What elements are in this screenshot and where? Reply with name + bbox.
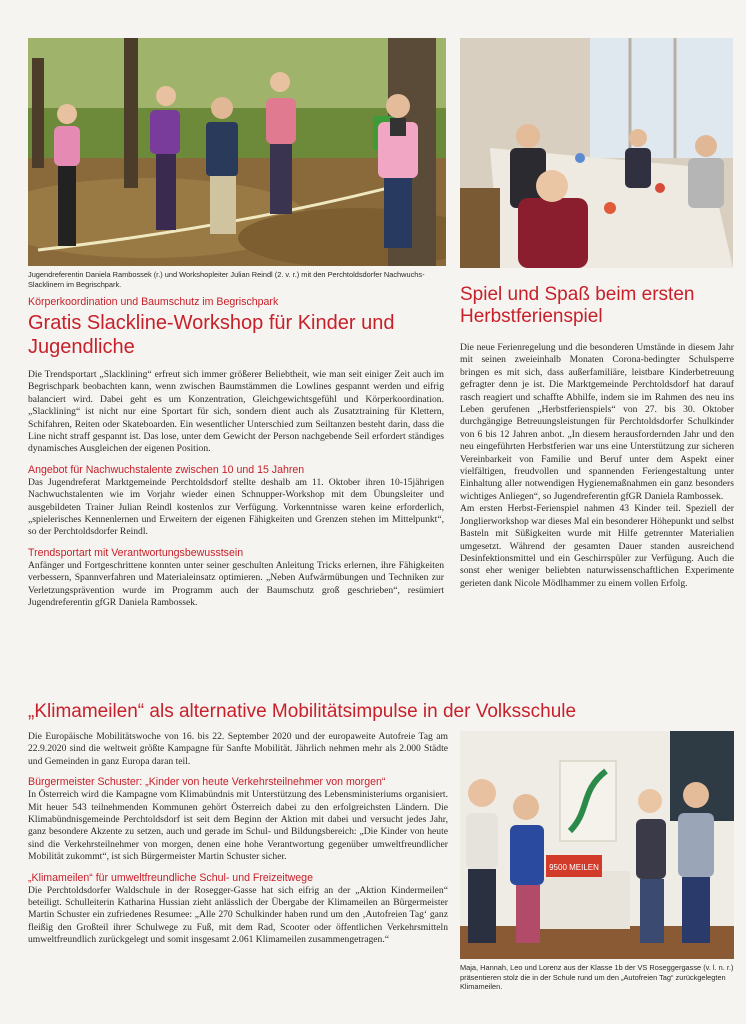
- klima-article: [28, 731, 448, 947]
- slackline-paragraph-1: Die Trendsportart „Slacklining“ erfreut sich immer größerer Beliebtheit, wie man seit einiger Zeit auch im Begrischpark beobachten kann, wenn zwischen Baumstämmen die Lowlines gespannt werden und eifrig balanciert wird. Dabei geht es um Konzentration, Gleichgewichtsgefühl und Körperkoordination. „Slacklining“ ist nicht nur eine Sportart für sich, sondern dient auch als Zusatztraining für Klettern, Schifahren, Reiten oder Skateboarden. Ein wesentlicher Unterschied zum Seiltanzen besteht darin, dass die Line nicht straff gespannt ist. Das lose, unter dem Gewicht der Person nachgebende Seil erfordert ständiges dynamisches Ausgleichen der eigenen Position.: [28, 369, 444, 455]
- klima-paragraph-2: In Österreich wird die Kampagne vom Klimabündnis mit Unterstützung des Lebensministeriums organisiert. Mit heuer 543 teilnehmenden Kommunen gehört Österreich dabei zu den erfolgreichsten Ländern. Die Klimabündnisgemeinde Perchtoldsdorf ist seit dem Beginn der Aktion mit dabei und versucht jedes Jahr, ganz besondere Akzente zu setzen, auch und gerade im Schul- und Bildungsbereich: „Die Kinder von heute sind die Verkehrsteilnehmer von morgen, denen eine hohe Verantwortung gegenüber umweltfreundlicher Mobilität zukommt“, ist sich Bürgermeister Martin Schuster sicher.: [28, 789, 448, 863]
- classroom-photo: [460, 38, 733, 268]
- herbst-article: [460, 284, 734, 590]
- slackline-paragraph-2: Das Jugendreferat Marktgemeinde Perchtoldsdorf stellte deshalb am 11. Oktober ihren 10-15jährigen Nachwuchstalenten wie im Vorjahr wieder einen Schnupper-Workshop mit dem Übungsleiter und ausgebildeten Trainer Julian Reindl kostenlos zur Verfügung. Vorkenntnisse waren keine erforderlich, „spielerisches Kennenlernen und Erweitern der eigenen Fähigkeiten und Grenzen stehen im Mittelpunkt“, so der Perchtoldsdorfer Reindl.: [28, 476, 444, 538]
- slackline-article: [28, 296, 444, 610]
- slackline-subhead-1: Angebot für Nachwuchstalente zwischen 10 und 15 Jahren: [28, 463, 305, 476]
- slackline-title: Gratis Slackline-Workshop für Kinder und Jugendliche: [28, 312, 395, 358]
- klima-paragraph-3: Die Perchtoldsdorfer Waldschule in der Rosegger-Gasse hat sich eifrig an der „Aktion Kindermeilen“ beteiligt. Schulleiterin Katharina Hussian zieht anlässlich der Übergabe der Klimameilen an Bürgermeister Martin Schuster ein zufriedenes Resumee: „Alle 270 Schulkinder haben rund um den ‚Autofreien Tag‘ ganz fleißig den Großteil ihrer Schulwege zu Fuß, mit dem Rad, Scooter oder öffentlichen Verkehrsmitteln umweltfreundlich zurückgelegt und somit insgesamt 2.061 Klimameilen zusammengetragen.“: [28, 884, 448, 946]
- slackline-subhead-2: Trendsportart mit Verantwortungsbewusstsein: [28, 546, 244, 559]
- school-photo-caption: Maja, Hannah, Leo und Lorenz aus der Klasse 1b der VS Roseggergasse (v. l. n. r.) präsentieren stolz die in der Schule rund um den „Autofreien Tag“ zurückgelegten Klimameilen.: [460, 963, 734, 992]
- klima-subhead-2: „Klimameilen“ für umweltfreundliche Schul- und Freizeitwege: [28, 871, 313, 884]
- herbst-paragraph-1: Die neue Ferienregelung und die besonderen Umstände in diesem Jahr mit seinen zweieinhalb Monaten Corona-bedingter Schulsperre bringen es mit sich, dass außerfamiliäre, leistbare Kinderbetreuung gefragter denn je ist. Die Marktgemeinde Perchtoldsdorf hat darauf rasch reagiert und schaffte Abhilfe, indem sie im Rahmen des neu ins Leben gerufenen „Herbstferienspiels“ von 27. bis 30. Oktober durchgängige Betreuungsleistungen für Perchtoldsdorfer Schulkinder von 6 bis 12 Jahren anbot. „In diesem herausfordernden Jahr und den neu eingeführten Herbstferien war uns eine Unterstützung zur sicheren Vereinbarkeit von Familie und Beruf unter dem Aspekt einer vielfältigen, freudvollen und spannenden Feriengestaltung unter Einhaltung aller notwendigen Hygienemaßnahmen ein ganz besonders wichtiges Anliegen“, so Jugendreferentin gfGR Daniela Rambossek.: [460, 342, 734, 502]
- klima-paragraph-1: Die Europäische Mobilitätswoche von 16. bis 22. September 2020 und der europaweite Autofreie Tag am 22.9.2020 sind die weltweit größte Kampagne für Sanfte Mobilität. Jährlich nehmen mehr als 2.000 Städte und Gemeinden in ganz Europa daran teil.: [28, 731, 448, 767]
- school-photo: [460, 731, 734, 959]
- herbst-paragraph-2: Am ersten Herbst-Ferienspiel nahmen 43 Kinder teil. Speziell der Jonglierworkshop war dieses Mal ein besonderer Höhepunkt und selbst Basteln mit Süßigkeiten wurde mit Hilfe getrennter Materialien umgesetzt. Während der gesamten Dauer standen ausreichend Desinfektionsmittel und ein Geschirrspüler zur Verfügung. Auch die sonst eher weniger beliebten naturwissenschaftlichen Experimente gerieten dank Nicole Mödlhammer zu einem vollen Erfolg.: [460, 503, 734, 589]
- slackline-paragraph-3: Anfänger und Fortgeschrittene konnten unter seiner geschulten Anleitung Tricks erlernen, ihre Fähigkeiten verbessern, Spannverfahren und Materialeinsatz optimieren. „Neben Aufwärmübungen und Techniken zur Verletzungsprävention wurde im Programm auch der Baumschutz groß geschrieben“, resümiert Jugendreferentin gfGR Daniela Rambossek.: [28, 559, 444, 609]
- park-photo-caption: Jugendreferentin Daniela Rambossek (r.) und Workshopleiter Julian Reindl (2. v. r.) mit den Perchtoldsdorfer Nachwuchs-Slacklinern im Begrischpark.: [28, 270, 425, 289]
- slackline-kicker: Körperkoordination und Baumschutz im Begrischpark: [28, 296, 279, 308]
- klima-title: „Klimameilen“ als alternative Mobilitätsimpulse in der Volksschule: [28, 701, 577, 722]
- sign-text: 9500 MEILEN: [549, 863, 599, 872]
- herbst-title: Spiel und Spaß beim ersten Herbstferienspiel: [460, 284, 695, 327]
- park-photo: [28, 38, 446, 266]
- klima-subhead-1: Bürgermeister Schuster: „Kinder von heute Verkehrsteilnehmer von morgen“: [28, 776, 386, 789]
